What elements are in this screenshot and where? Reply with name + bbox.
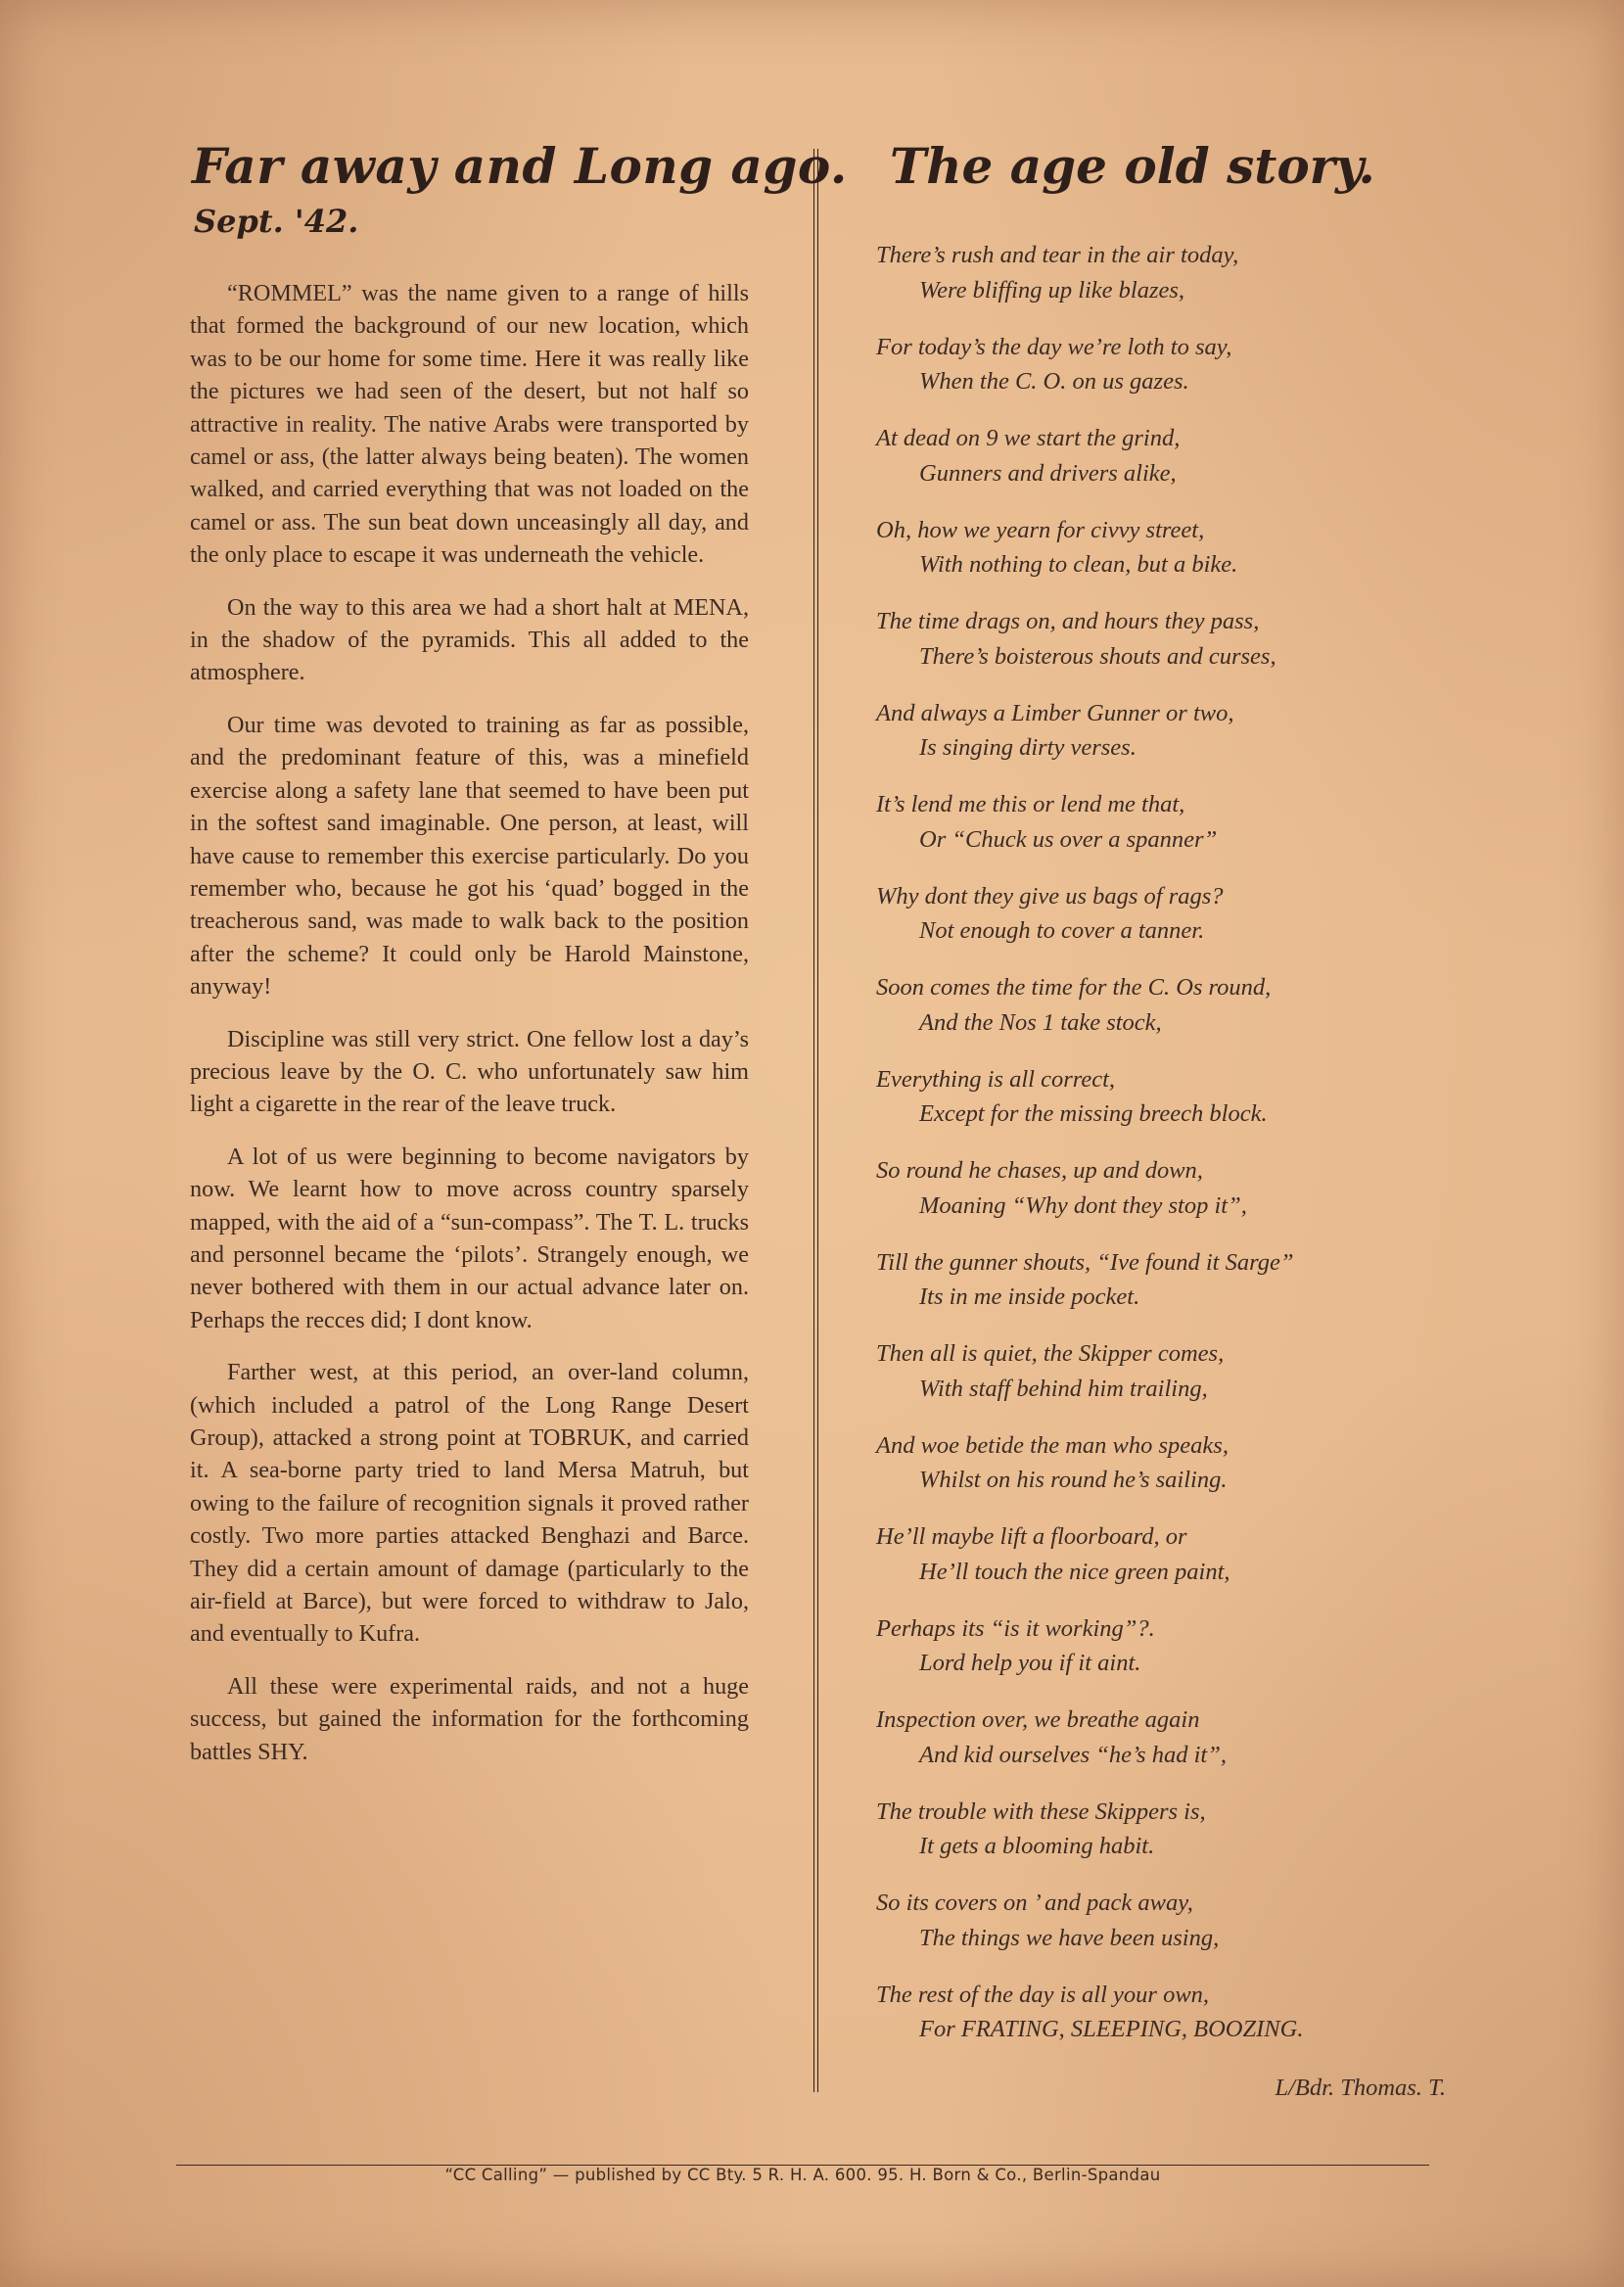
poem-line: There’s rush and tear in the air today, bbox=[876, 242, 1239, 268]
poem-stanza bbox=[876, 1062, 1463, 1132]
poem-stanza bbox=[876, 1336, 1463, 1406]
poem-line: The trouble with these Skippers is, bbox=[876, 1797, 1206, 1825]
poem-line: The rest of the day is all your own, bbox=[876, 1981, 1210, 2008]
poem-line: Perhaps its “is it working”?. bbox=[876, 1614, 1155, 1642]
poem-stanza bbox=[876, 696, 1463, 766]
poem-line: At dead on 9 we start the grind, bbox=[876, 425, 1181, 451]
article-paragraph: Our time was devoted to training as far as possible, and the predominant feature of this, was a minefield exercise along a safety lane that seemed to have been put in the softest sand imaginable. One person, at least, will have cause to remember this exercise particularly. Do you remember who, because he got his ‘quad’ bogged in the treacherous sand, was made to walk back to the position after the scheme? It could only be Harold Mainstone, anyway! bbox=[190, 711, 749, 1001]
article-date: Sept. '42. bbox=[194, 203, 359, 240]
poem-line: The time drags on, and hours they pass, bbox=[876, 608, 1260, 634]
poem-line: With staff behind him trailing, bbox=[919, 1375, 1208, 1402]
poem-line: Inspection over, we breathe again bbox=[876, 1706, 1200, 1733]
poem-line: Not enough to cover a tanner. bbox=[919, 917, 1205, 944]
poem-stanza bbox=[876, 1978, 1463, 2047]
poem-stanza bbox=[876, 787, 1463, 857]
poem-stanza bbox=[876, 513, 1463, 583]
poem-stanza bbox=[876, 238, 1463, 307]
poem-line: Everything is all correct, bbox=[876, 1065, 1116, 1093]
poem-title: The age old story. bbox=[890, 137, 1375, 195]
poem-line: Moaning “Why dont they stop it”, bbox=[919, 1191, 1247, 1219]
poem-stanza bbox=[876, 970, 1463, 1040]
poem-line: Soon comes the time for the C. Os round, bbox=[876, 974, 1272, 1001]
poem-line: And kid ourselves “he’s had it”, bbox=[919, 1741, 1227, 1768]
article-paragraph: Discipline was still very strict. One fellow lost a day’s precious leave by the O. C. who unfortunately saw him light a cigarette in the rear of the leave truck. bbox=[190, 1025, 749, 1118]
article-paragraph: On the way to this area we had a short halt at MENA, in the shadow of the pyramids. This all added to the atmosphere. bbox=[190, 593, 749, 686]
poem-stanza bbox=[876, 604, 1463, 674]
poem-stanza bbox=[876, 421, 1463, 490]
poem-signature: L/Bdr. Thomas. T. bbox=[1275, 2074, 1446, 2101]
article-paragraph: “ROMMEL” was the name given to a range of hills that formed the background of our new location, which was to be our home for some time. Here it was really like the pictures we had seen of the desert, but not half so attractive in reality. The native Arabs were transported by camel or ass, (the latter always being beaten). The women walked, and carried everything that was not loaded on the camel or ass. The sun beat down unceasingly all day, and the only place to escape it was underneath the vehicle. bbox=[190, 280, 749, 569]
poem-line: With nothing to clean, but a bike. bbox=[919, 551, 1238, 578]
poem-line: He’ll maybe lift a floorboard, or bbox=[876, 1523, 1187, 1550]
poem-line: So round he chases, up and down, bbox=[876, 1157, 1203, 1184]
article-title: Far away and Long ago. bbox=[192, 137, 848, 195]
article-column bbox=[176, 137, 848, 1788]
poem-line: Whilst on his round he’s sailing. bbox=[919, 1467, 1228, 1493]
column-divider bbox=[813, 149, 818, 2092]
poem-line: So its covers on ’ and pack away, bbox=[876, 1890, 1193, 1916]
article-paragraph: A lot of us were beginning to become navigators by now. We learnt how to move across country sparsely mapped, with the aid of a “sun-compass”. The T. L. trucks and personnel became the ‘pilots’. Strangely enough, we never bothered with them in our actual advance later on. Perhaps the recces did; I dont know. bbox=[190, 1143, 749, 1333]
poem-body bbox=[876, 238, 1463, 2047]
poem-stanza bbox=[876, 330, 1463, 399]
poem-column bbox=[876, 137, 1463, 2102]
poem-line: Except for the missing breech block. bbox=[919, 1100, 1268, 1127]
poem-line: And always a Limber Gunner or two, bbox=[876, 699, 1234, 726]
publication-footer: “CC Calling” — published by CC Bty. 5 R. H. A. 600. 95. H. Born & Co., Berlin-Spandau bbox=[444, 2166, 1161, 2184]
poem-line: Then all is quiet, the Skipper comes, bbox=[876, 1340, 1225, 1367]
poem-stanza bbox=[876, 1245, 1463, 1315]
poem-line: Why dont they give us bags of rags? bbox=[876, 882, 1224, 910]
poem-line: Its in me inside pocket. bbox=[919, 1284, 1140, 1310]
poem-stanza bbox=[876, 1795, 1463, 1864]
poem-line: Lord help you if it aint. bbox=[919, 1650, 1141, 1676]
poem-line: He’ll touch the nice green paint, bbox=[919, 1558, 1230, 1585]
poem-line: It’s lend me this or lend me that, bbox=[876, 791, 1185, 817]
poem-line: Or “Chuck us over a spanner” bbox=[919, 825, 1218, 853]
poem-line: There’s boisterous shouts and curses, bbox=[919, 642, 1276, 670]
poem-line: The things we have been using, bbox=[919, 1924, 1220, 1951]
poem-line: And the Nos 1 take stock, bbox=[919, 1008, 1162, 1036]
poem-line: Gunners and drivers alike, bbox=[919, 459, 1177, 487]
poem-stanza bbox=[876, 1611, 1463, 1681]
poem-line: Were bliffing up like blazes, bbox=[919, 276, 1185, 303]
poem-stanza bbox=[876, 1519, 1463, 1589]
poem-line: And woe betide the man who speaks, bbox=[876, 1431, 1229, 1459]
poem-line: For today’s the day we’re loth to say, bbox=[876, 333, 1232, 360]
poem-line: It gets a blooming habit. bbox=[919, 1833, 1155, 1859]
poem-stanza bbox=[876, 879, 1463, 949]
article-paragraph: Farther west, at this period, an over-land column, (which included a patrol of the Long Range Desert Group), attacked a strong point at TOBRUK, and carried it. A sea-borne party tried to land Mersa Matruh, but owing to the failure of recognition signals it proved rather costly. Two more parties attacked Benghazi and Barce. They did a certain amount of damage (particularly to the air-field at Barce), but were forced to withdraw to Jalo, and eventually to Kufra. bbox=[190, 1359, 749, 1648]
poem-line: Is singing dirty verses. bbox=[919, 734, 1137, 761]
article-body bbox=[176, 277, 749, 1768]
poem-stanza bbox=[876, 1153, 1463, 1223]
poem-stanza bbox=[876, 1703, 1463, 1772]
article-paragraph: All these were experimental raids, and not a huge success, but gained the information for the forthcoming battles SHY. bbox=[190, 1672, 749, 1765]
poem-line: Till the gunner shouts, “Ive found it Sarge” bbox=[876, 1248, 1294, 1276]
poem-line: For FRATING, SLEEPING, BOOZING. bbox=[919, 2016, 1304, 2042]
poem-line: Oh, how we yearn for civvy street, bbox=[876, 516, 1205, 543]
poem-stanza bbox=[876, 1886, 1463, 1955]
poem-stanza bbox=[876, 1428, 1463, 1498]
poem-line: When the C. O. on us gazes. bbox=[919, 368, 1189, 395]
